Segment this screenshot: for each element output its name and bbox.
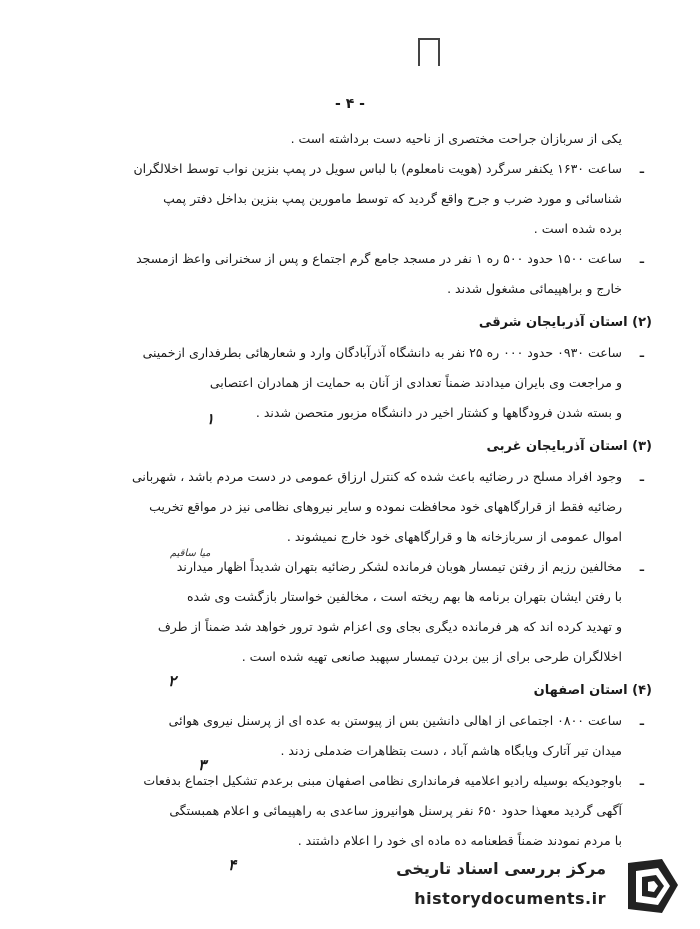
text-line: و بسته شدن فرودگاهها و کشتار اخیر در دانشگاه مزبور متحصن شدند . — [255, 405, 622, 420]
text-line: ساعت ۰۹۳۰ حدود ۰۰۰ ره ۲۵ نفر به دانشگاه آذرآبادگان وارد و شعارهائی بطرفداری ازخمینی — [142, 345, 622, 360]
text-line: و تهدید کرده اند که هر فرمانده دیگری بجای وی اعزام شود ترور خواهد شد ضمناً از طرف — [157, 619, 622, 634]
bullet-item — [40, 766, 652, 856]
text-line: و مراجعت وی بایران میدادند ضمناً تعدادی از آنان به حمایت از همادران اعتصابی — [209, 375, 622, 390]
bullet-dash: ـ — [639, 161, 644, 176]
text-line: میدان تیر آتارک ویابگاه هاشم آباد ، دست بتظاهرات ضدملی زدند . — [280, 743, 622, 758]
text-line: با مردم نمودند ضمناً قطعنامه ده ماده ای خود را اعلام داشتند . — [297, 833, 622, 848]
bullet-item — [40, 706, 652, 766]
bullet-dash: ـ — [639, 713, 644, 728]
watermark — [392, 851, 692, 923]
bullet-dash: ـ — [639, 773, 644, 788]
text-line: ساعت ۱۶۳۰ یکنفر سرگرد (هویت نامعلوم) با لباس سویل در پمپ بنزین نواب توسط اخلالگران — [133, 161, 622, 176]
bullet-dash: ـ — [639, 559, 644, 574]
bullet-dash: ـ — [639, 469, 644, 484]
bullet-dash: ـ — [639, 251, 644, 266]
text-line: با رفتن ایشان بتهران برنامه ها بهم ریخته است ، مخالفین خواستار بازگشت وی شده — [186, 589, 622, 604]
text-line: مخالفین رزیم از رفتن تیمسار هوبان فرمانده لشکر رضائیه بتهران شدیداً اظهار میدارند — [176, 559, 622, 574]
text-line: اموال عمومی از سربازخانه ها و قرارگاههای خود خارج نمیشوند . — [286, 529, 622, 544]
section-heading: (۴) استان اصفهان — [533, 683, 652, 698]
bullet-dash: ـ — [639, 345, 644, 360]
page-number: - ۴ - — [335, 96, 365, 112]
corner-stamp-mark — [418, 38, 440, 66]
handwritten-mark: ۳ — [198, 756, 207, 774]
handwritten-mark: ۴ — [228, 856, 237, 874]
archive-logo-icon — [618, 855, 688, 919]
watermark-url: historydocuments.ir — [414, 889, 606, 908]
document-body — [40, 124, 652, 856]
section-heading: (۳) استان آذربایجان غربی — [486, 439, 652, 454]
watermark-title: مرکز بررسی اسناد تاریخی — [396, 859, 606, 878]
text-line: رضائیه فقط از قرارگاههای خود محافظت نموده و سایر نیروهای نظامی نیز در مواقع تخریب — [149, 499, 622, 514]
text-line: آگهی گردید معهذا حدود ۶۵۰ نفر پرسنل هوانیروز ساعدی به راهپیمائی و اعلام همبستگی — [169, 803, 622, 818]
text-line: شناسائی و مورد ضرب و جرح واقع گردید که توسط مامورین پمپ بنزین بداخل دفتر پمپ — [163, 191, 622, 206]
section-heading: (۲) استان آذربایجان شرقی — [478, 315, 652, 330]
bullet-item — [40, 338, 652, 428]
handwritten-annotation: میا ساقیم — [170, 548, 211, 559]
bullet-item — [40, 244, 652, 304]
handwritten-mark: ۱ — [206, 410, 215, 428]
intro-line: یکی از سربازان جراحت مختصری از ناحیه دست برداشته است . — [290, 131, 622, 146]
bullet-item — [40, 462, 652, 552]
bullet-item — [40, 552, 652, 672]
text-line: برده شده است . — [533, 221, 622, 236]
text-line: ساعت ۰۸۰۰ اجتماعی از اهالی دانشین بس از پیوستن به عده ای از پرسنل نیروی هوائی — [168, 713, 622, 728]
text-line: باوجودیکه بوسیله رادیو اعلامیه فرمانداری نظامی اصفهان مبنی برعدم تشکیل اجتماع بدفعات — [143, 773, 622, 788]
text-line: ساعت ۱۵۰۰ حدود ۵۰۰ ره ۱ نفر در مسجد جامع گرم اجتماع و پس از سخنرانی واعظ ازمسجد — [136, 251, 622, 266]
handwritten-mark: ۲ — [168, 672, 177, 690]
text-line: وجود افراد مسلح در رضائیه باعث شده که کنترل ارزاق عمومی در دست مردم باشد ، شهربانی — [131, 469, 622, 484]
text-line: خارج و براهپیمائی مشغول شدند . — [447, 281, 622, 296]
text-line: اخلالگران طرحی برای از بین بردن تیمسار سپهبد صانعی تهیه شده است . — [241, 649, 622, 664]
bullet-item — [40, 154, 652, 244]
